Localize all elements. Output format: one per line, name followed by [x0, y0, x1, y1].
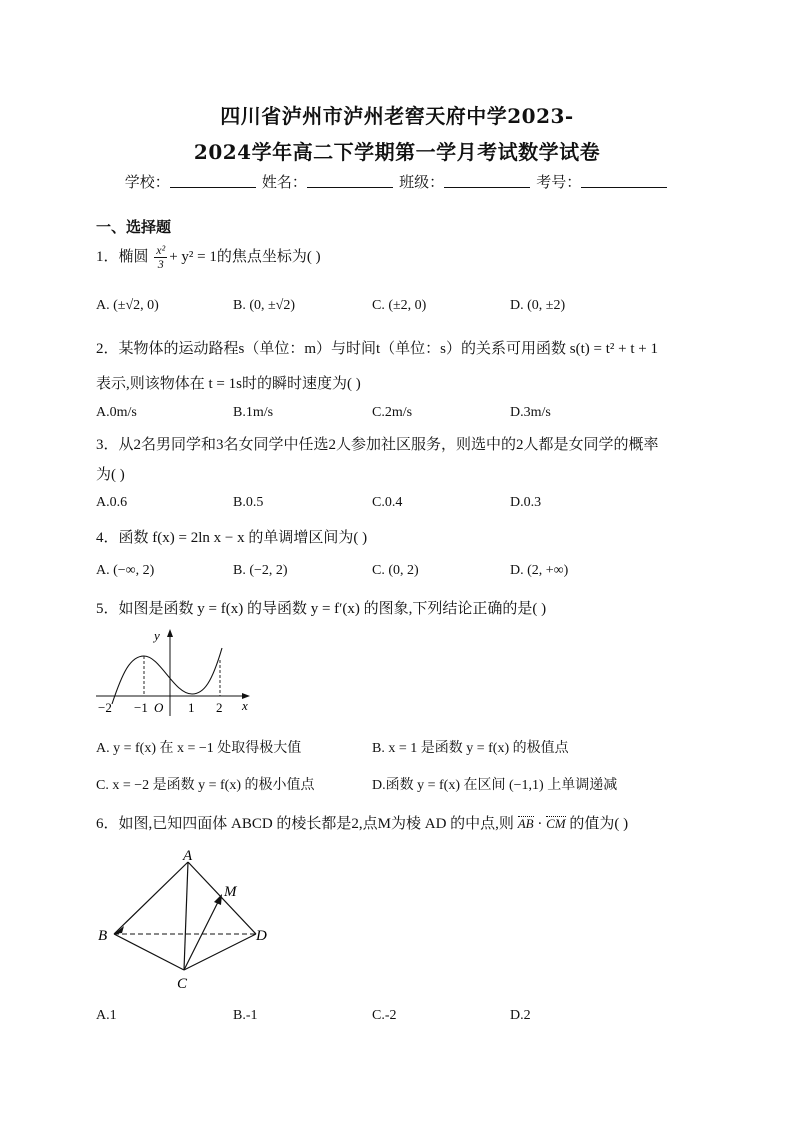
q3-option-b[interactable]: B.0.5: [233, 495, 264, 510]
q1-pre: 椭圆: [118, 248, 149, 265]
school-label: 学校：: [124, 174, 170, 191]
q1-option-b[interactable]: B. (0, ±√2): [233, 298, 296, 313]
name-label: 姓名：: [261, 174, 307, 191]
vector-cm-arrowhead: [214, 894, 222, 905]
section-title: 一、选择题: [96, 219, 172, 236]
graph-label-origin: O: [154, 700, 164, 715]
q4-option-b[interactable]: B. (−2, 2): [233, 563, 288, 578]
q6-vector-ab: AB: [517, 816, 534, 831]
graph-label-neg2: −2: [98, 700, 112, 715]
class-label: 班级：: [399, 174, 445, 191]
derivative-graph: [92, 624, 262, 720]
q6-pre: 6．如图,已知四面体 ABCD 的棱长都是2,点M为棱 AD 的中点,则: [96, 816, 518, 832]
name-blank[interactable]: [307, 174, 393, 188]
q1-frac-den: 3: [157, 257, 164, 271]
question-1: [96, 244, 321, 271]
q5-option-a[interactable]: A. y = f(x) 在 x = −1 处取得极大值: [96, 741, 302, 756]
vertex-label-d: D: [256, 928, 267, 944]
q2-option-c[interactable]: C.2m/s: [372, 405, 413, 420]
q2-option-a[interactable]: A.0m/s: [96, 405, 137, 420]
q5-line1: 5．如图是函数 y = f(x) 的导函数 y = f′(x) 的图象,下列结论正确的是( ): [96, 601, 547, 617]
q1-option-d[interactable]: D. (0, ±2): [510, 298, 566, 313]
number-label: 考号：: [536, 174, 582, 191]
q3-option-c[interactable]: C.0.4: [372, 495, 403, 510]
q1-frac-num: x²: [156, 243, 166, 257]
edge-cd: [184, 934, 256, 970]
q3-line2: 为( ): [96, 467, 125, 483]
vertex-label-a: A: [183, 848, 193, 864]
q6-option-d[interactable]: D.2: [510, 1008, 531, 1023]
vertex-label-b: B: [98, 928, 108, 944]
q4-line1: 4．函数 f(x) = 2ln x − x 的单调增区间为( ): [96, 530, 368, 546]
q3-line1: 3．从2名男同学和3名女同学中任选2人参加社区服务，则选中的2人都是女同学的概率: [96, 437, 659, 453]
vertex-label-c: C: [177, 976, 188, 992]
q3-option-d[interactable]: D.0.3: [510, 495, 542, 510]
graph-label-y: y: [154, 628, 160, 643]
q4-option-a[interactable]: A. (−∞, 2): [96, 563, 155, 578]
q1-fraction: [154, 244, 167, 271]
q2-option-b[interactable]: B.1m/s: [233, 405, 274, 420]
graph-label-1: 1: [188, 700, 195, 715]
question-6: [96, 812, 628, 833]
q5-option-d[interactable]: D.函数 y = f(x) 在区间 (−1,1) 上单调递减: [372, 778, 618, 793]
q1-option-c[interactable]: C. (±2, 0): [372, 298, 427, 313]
edge-ac: [184, 862, 188, 970]
student-info-row: [0, 171, 794, 192]
q6-option-a[interactable]: A.1: [96, 1008, 117, 1023]
q5-option-c[interactable]: C. x = −2 是函数 y = f(x) 的极小值点: [96, 778, 315, 793]
q6-option-b[interactable]: B.-1: [233, 1008, 258, 1023]
point-label-m: M: [224, 884, 237, 900]
y-axis-arrow: [167, 629, 173, 637]
q1-option-a[interactable]: A. (±√2, 0): [96, 298, 159, 313]
q1-number: 1．: [96, 248, 119, 265]
q6-post: 的值为( ): [565, 816, 629, 832]
school-blank[interactable]: [170, 174, 256, 188]
q6-dot: ·: [533, 816, 547, 832]
q2-line1: 2．某物体的运动路程s（单位：m）与时间t（单位：s）的关系可用函数 s(t) = t² + t + 1: [96, 341, 658, 357]
number-blank[interactable]: [581, 174, 667, 188]
exam-title-line2: 2024学年高二下学期第一学月考试数学试卷: [193, 140, 601, 164]
q2-option-d[interactable]: D.3m/s: [510, 405, 551, 420]
tetrahedron-figure: [92, 846, 282, 996]
edge-ab: [114, 862, 188, 934]
graph-label-2: 2: [216, 700, 223, 715]
q2-line2: 表示,则该物体在 t = 1s时的瞬时速度为( ): [96, 376, 361, 392]
q6-vector-cm: CM: [546, 816, 566, 831]
edge-ad: [188, 862, 256, 934]
q4-option-d[interactable]: D. (2, +∞): [510, 563, 569, 578]
exam-title-line1: 四川省泸州市泸州老窖天府中学2023-: [220, 104, 574, 128]
q5-option-b[interactable]: B. x = 1 是函数 y = f(x) 的极值点: [372, 741, 569, 756]
q3-option-a[interactable]: A.0.6: [96, 495, 128, 510]
graph-label-x: x: [242, 698, 248, 713]
q1-post: + y² = 1的焦点坐标为( ): [169, 248, 321, 265]
edge-bc: [114, 934, 184, 970]
q6-option-c[interactable]: C.-2: [372, 1008, 397, 1023]
graph-label-neg1: −1: [134, 700, 148, 715]
class-blank[interactable]: [444, 174, 530, 188]
q4-option-c[interactable]: C. (0, 2): [372, 563, 419, 578]
